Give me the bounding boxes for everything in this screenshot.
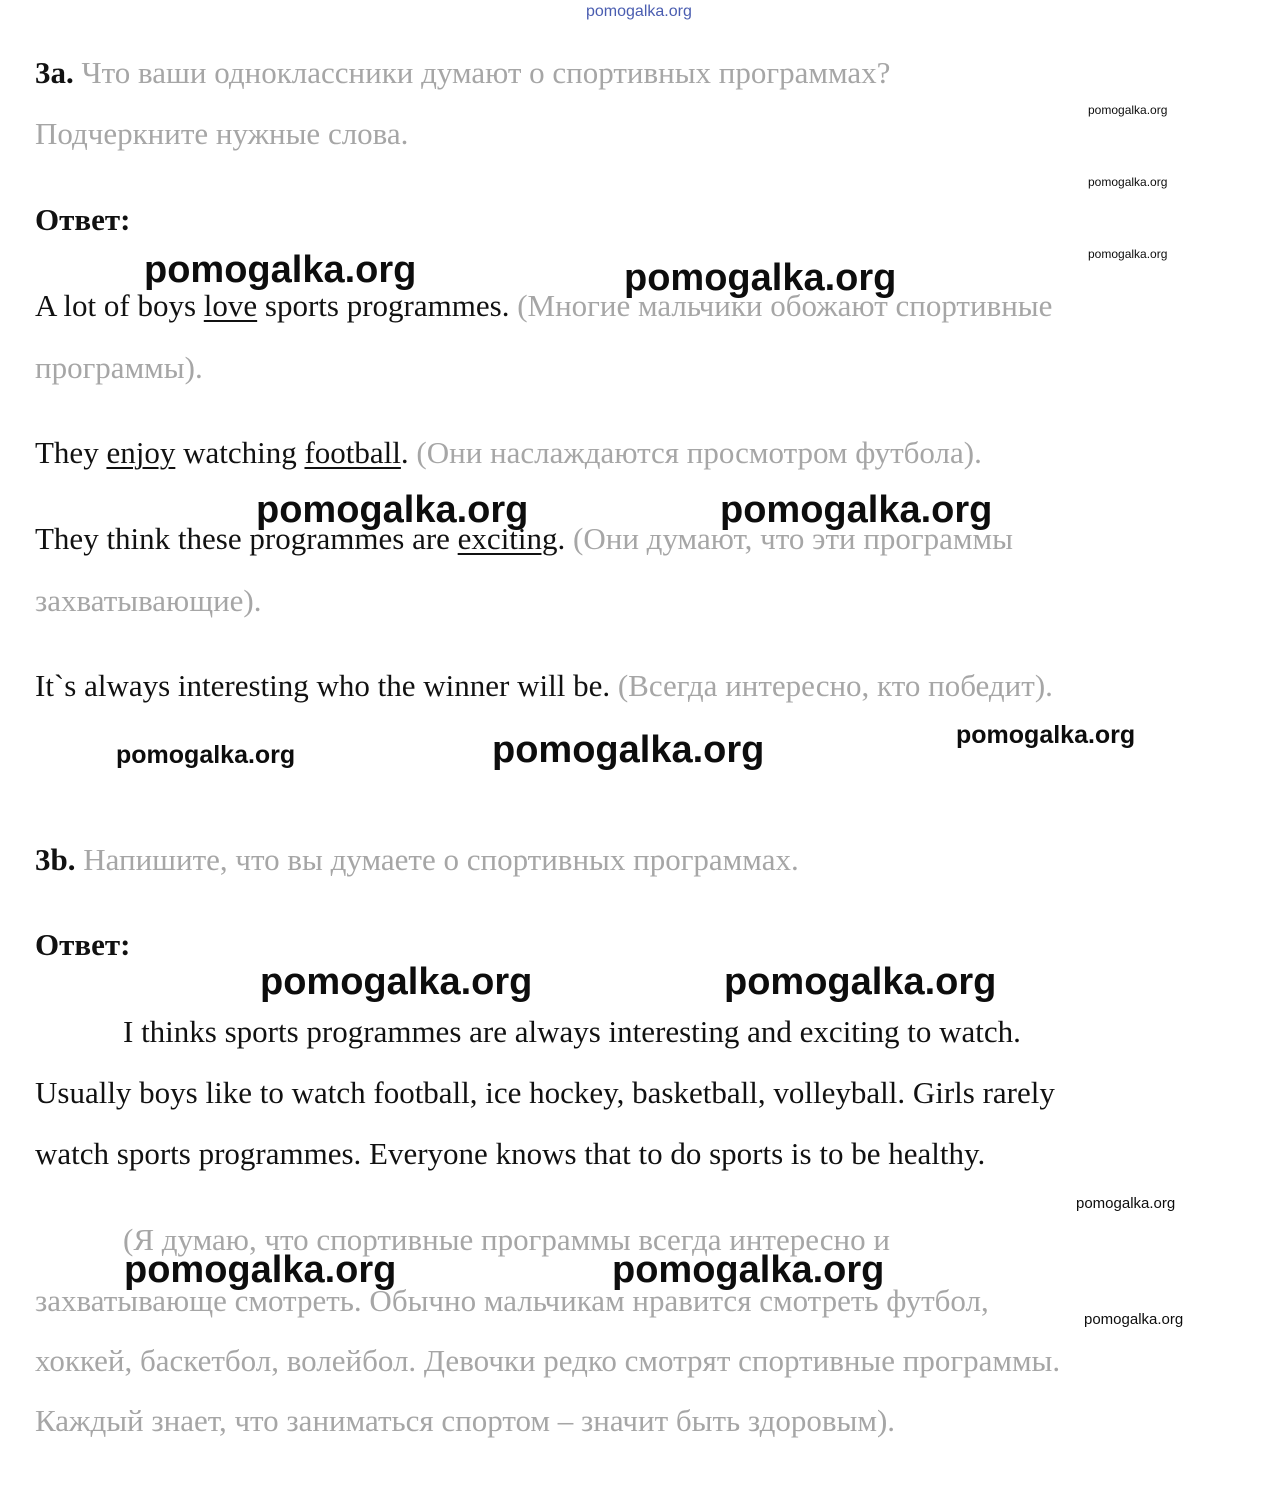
sentence-text: . [557,521,566,556]
watermark-small: pomogalka.org [1084,1311,1184,1328]
answer-paragraph-line: Usually boys like to watch football, ice hockey, basketball, volleyball. Girls rarely [35,1075,1055,1110]
watermark-large: pomogalka.org [724,961,997,1003]
underlined-word: football [304,435,401,470]
sentence-4 [35,667,1053,705]
task-instruction: Напишите, что вы думаете о спортивных программах. [83,842,799,877]
sentence-text: sports programmes. [257,288,510,323]
sentence-text: They think these programmes are [35,521,458,556]
watermark-small: pomogalka.org [1088,247,1168,261]
translation: (Они думают, что эти программы [565,521,1013,556]
watermark-small: pomogalka.org [1088,175,1168,189]
sentence-text: A lot of boys [35,288,204,323]
sentence-text: They [35,435,107,470]
watermark-large: pomogalka.org [144,249,417,291]
sentence-text: watching [175,435,305,470]
watermark-top: pomogalka.org [586,3,692,20]
task-number: 3b. [35,842,76,877]
watermark-medium: pomogalka.org [116,741,296,769]
sentence-1 [35,287,1052,325]
watermark-large: pomogalka.org [624,257,897,299]
task-instruction: Что ваши одноклассники думают о спортивных программах? [81,55,891,90]
watermark-large: pomogalka.org [260,961,533,1003]
watermark-small: pomogalka.org [1076,1195,1176,1212]
translation-cont: программы). [35,350,203,385]
underlined-word: love [203,288,258,323]
task-3b-heading [35,841,799,879]
task-3a-heading [35,54,890,92]
watermark-small: pomogalka.org [1088,103,1168,117]
translation-paragraph-line: (Я думаю, что спортивные программы всегда интересно и [123,1222,890,1257]
sentence-text: It`s always interesting who the winner will be. [35,668,611,703]
watermark-large: pomogalka.org [720,489,993,531]
underlined-word: exciting [457,521,558,556]
underlined-word: enjoy [106,435,176,470]
translation: (Всегда интересно, кто победит). [610,668,1053,703]
watermark-large: pomogalka.org [124,1249,397,1291]
watermark-medium: pomogalka.org [956,721,1136,749]
translation: (Они наслаждаются просмотром футбола). [408,435,982,470]
answer-paragraph-line: watch sports programmes. Everyone knows that to do sports is to be healthy. [35,1136,986,1171]
answer-label: Ответ: [35,927,131,962]
translation-paragraph-line: хоккей, баскетбол, волейбол. Девочки редко смотрят спортивные программы. [35,1343,1061,1378]
translation-paragraph-line: захватывающе смотреть. Обычно мальчикам нравится смотреть футбол, [35,1283,989,1318]
watermark-large: pomogalka.org [612,1249,885,1291]
answer-paragraph-line: I thinks sports programmes are always interesting and exciting to watch. [123,1014,1021,1049]
answer-label: Ответ: [35,202,131,237]
translation: (Многие мальчики обожают спортивные [509,288,1053,323]
sentence-2 [35,434,982,472]
translation-cont: захватывающие). [35,583,262,618]
translation-paragraph-line: Каждый знает, что заниматься спортом – значит быть здоровым). [35,1403,896,1438]
task-instruction-cont: Подчеркните нужные слова. [35,116,409,151]
watermark-large: pomogalka.org [492,729,765,771]
watermark-large: pomogalka.org [256,489,529,531]
sentence-text: . [400,435,409,470]
task-number: 3a. [35,55,74,90]
